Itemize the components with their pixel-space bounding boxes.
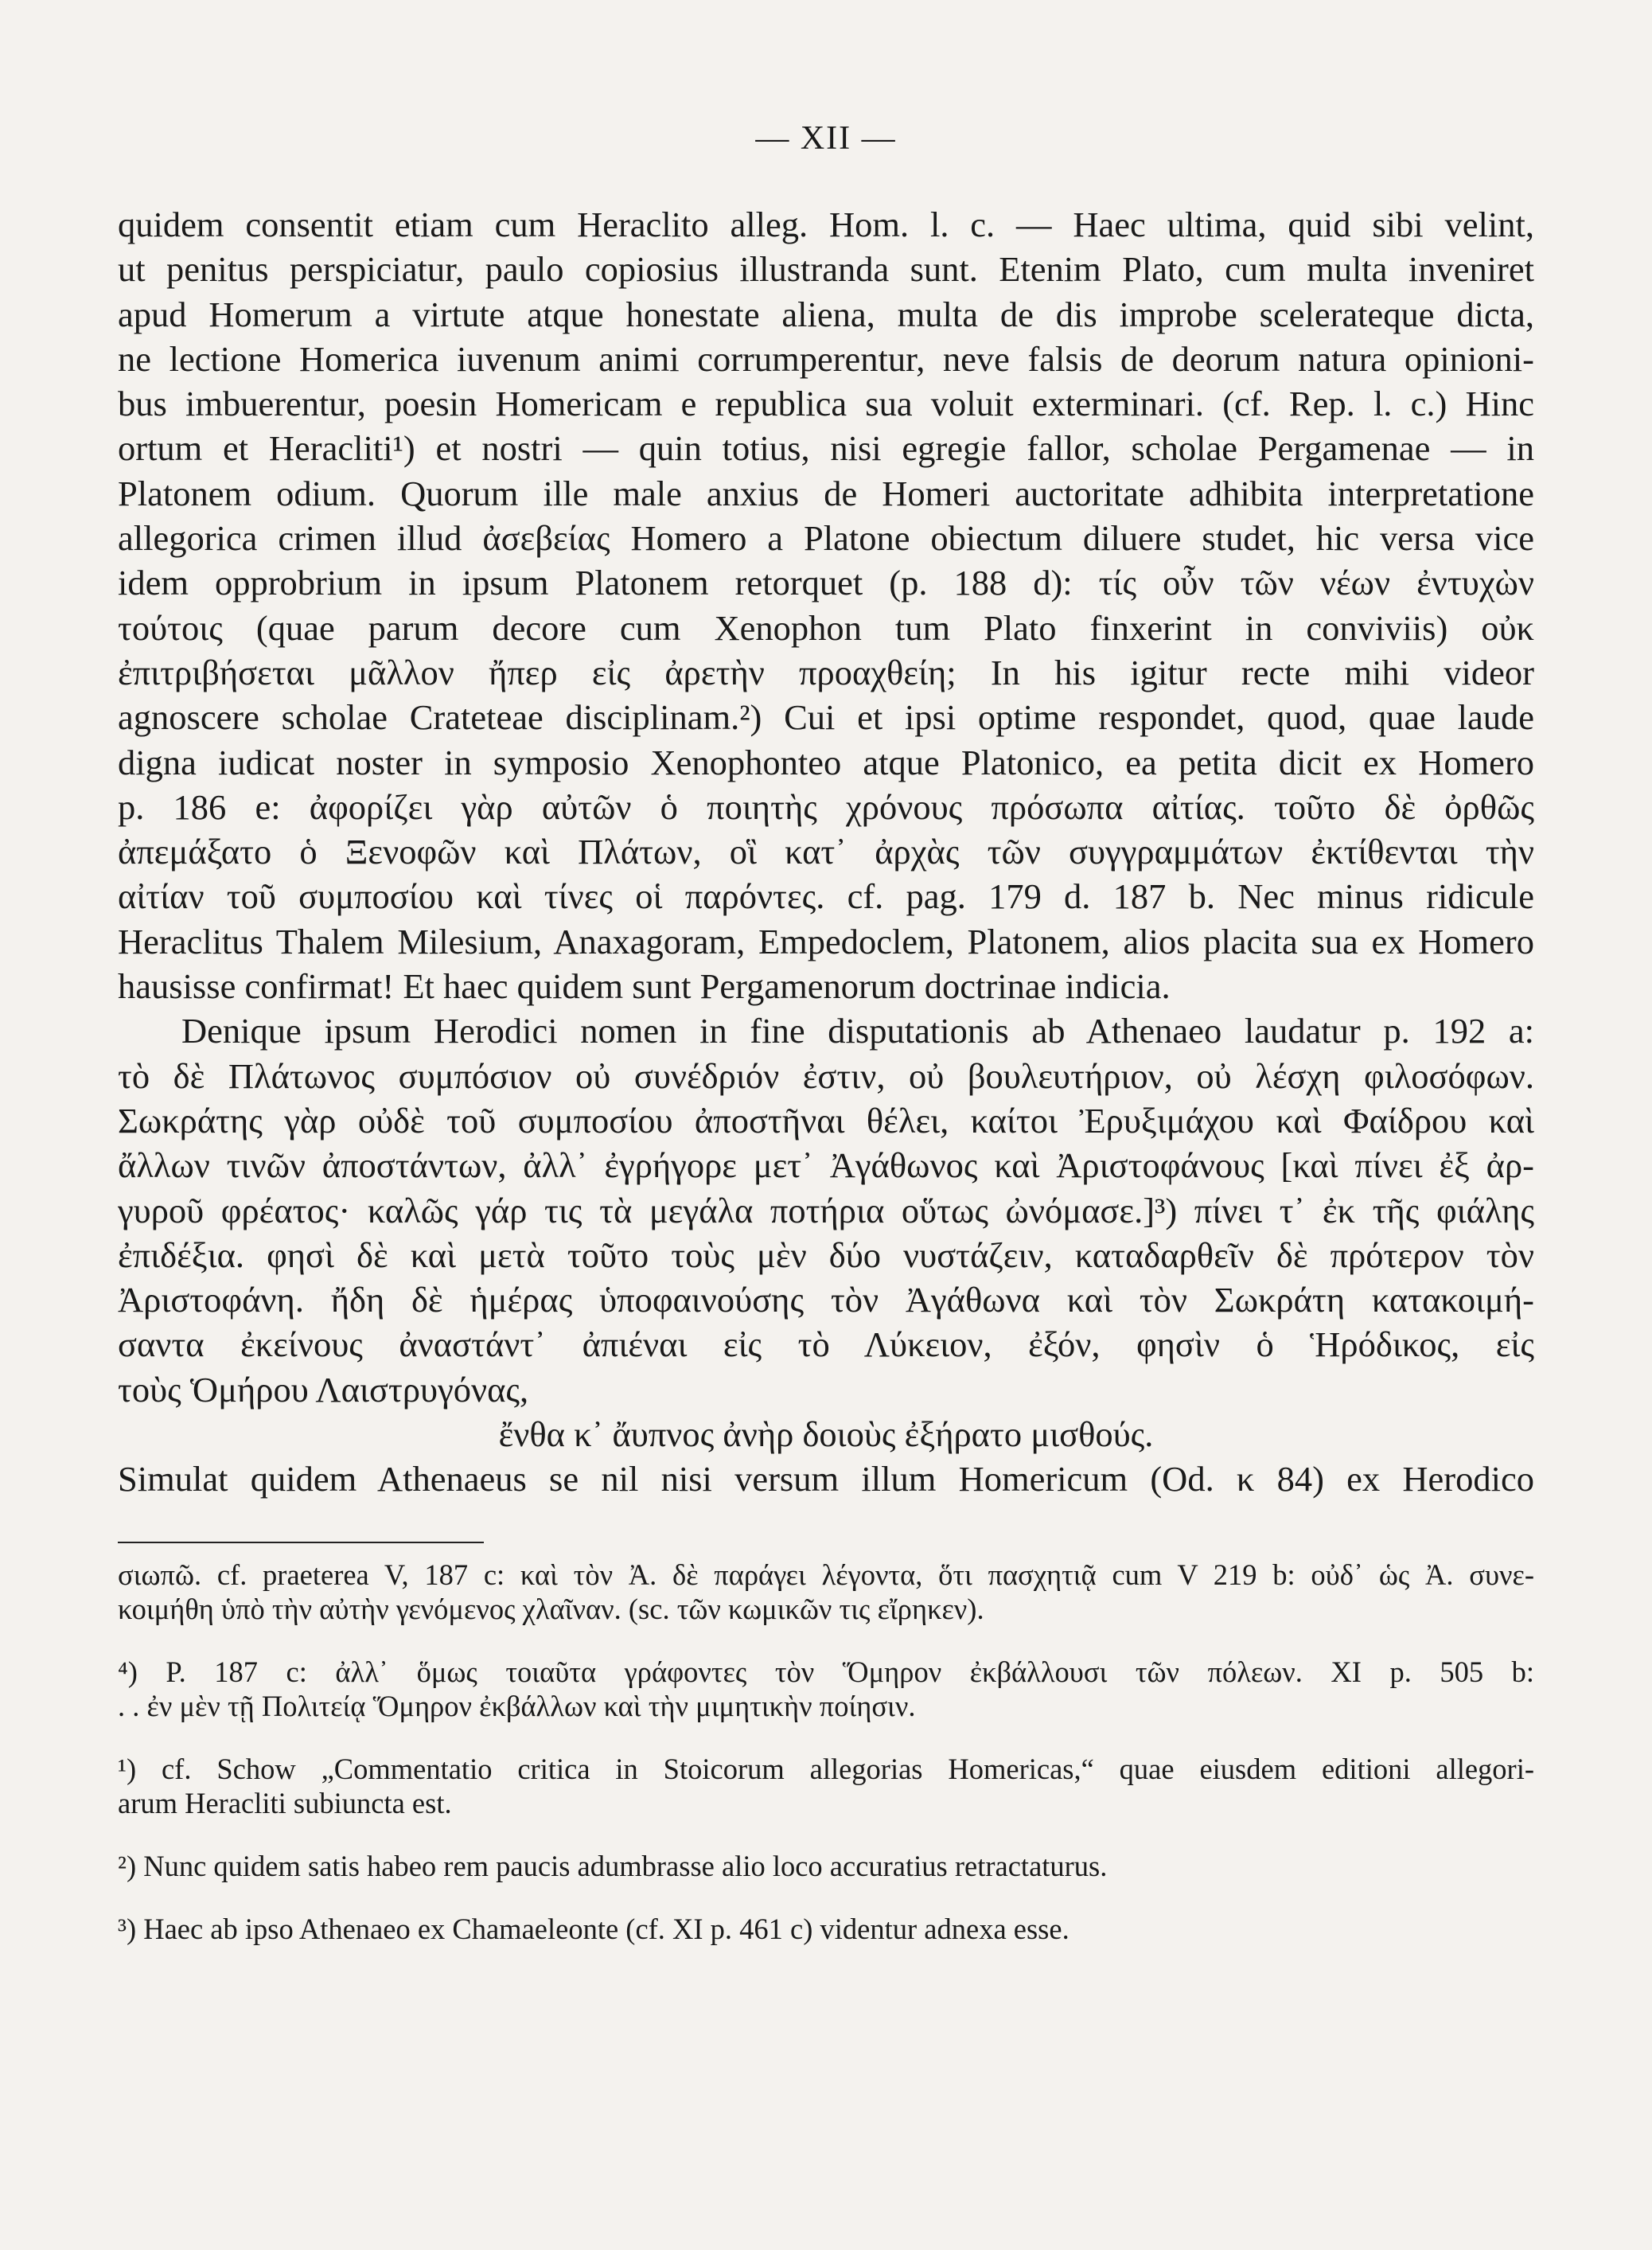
text-line: ἀπεμάξατο ὁ Ξενοφῶν καὶ Πλάτων, οἳ κατ᾽ ἀρχὰς τῶν συγγραμμάτων ἐκτίθενται τὴν (118, 832, 1534, 872)
text-line: τοὺς Ὁμήρου Λαιστρυγόνας, (118, 1369, 529, 1410)
text-line: Ἀριστοφάνη. ἤδη δὲ ἡμέρας ὑποφαινούσης τὸν Ἀγάθωνα καὶ τὸν Σωκράτη κατακοιμή- (118, 1280, 1534, 1320)
text-line: Σωκράτης γὰρ οὐδὲ τοῦ συμποσίου ἀποστῆναι θέλει, καίτοι Ἐρυξιμάχου καὶ Φαίδρου καὶ (118, 1100, 1534, 1141)
footnote-line: σιωπῶ. cf. praeterea V, 187 c: καὶ τὸν Ἀ. δὲ παράγει λέγοντα, ὅτι πασχητιᾷ cum V 219 b: οὐδ᾽ ὡς Ἀ. συνε- (118, 1558, 1534, 1591)
text-line: allegorica crimen illud ἀσεβείας Homero a Platone obiectum diluere studet, hic versa vice (118, 518, 1534, 559)
footnote-line: ³) Haec ab ipso Athenaeo ex Chamaeleonte (cf. XI p. 461 c) videntur adnexa esse. (118, 1912, 1070, 1945)
footnotes (118, 1558, 1534, 1946)
text-line: ortum et Heracliti¹) et nostri — quin totius, nisi egregie fallor, scholae Pergamenae — in (118, 428, 1534, 469)
text-line: agnoscere scholae Crateteae disciplinam.²) Cui et ipsi optime respondet, quod, quae laude (118, 697, 1534, 738)
text-line: Heraclitus Thalem Milesium, Anaxagoram, Empedoclem, Platonem, alios placita sua ex Homero (118, 921, 1534, 961)
text-line: quidem consentit etiam cum Heraclito alleg. Hom. l. c. — Haec ultima, quid sibi velint, (118, 205, 1534, 244)
text-line: Simulat quidem Athenaeus se nil nisi versum illum Homericum (Od. κ 84) ex Herodico (118, 1459, 1534, 1499)
footnote-line: ²) Nunc quidem satis habeo rem paucis adumbrasse alio loco accuratius retractaturus. (118, 1849, 1108, 1882)
main-text (118, 202, 1534, 1502)
page-header: — XII — (755, 120, 897, 157)
text-line: bus imbuerentur, poesin Homericam e republica sua voluit exterminari. (cf. Rep. l. c.) Hinc (118, 384, 1534, 424)
footnote-line: . . ἐν μὲν τῇ Πολιτείᾳ Ὅμηρον ἐκβάλλων καὶ τὴν μιμητικὴν ποίησιν. (118, 1689, 916, 1722)
text-line: apud Homerum a virtute atque honestate aliena, multa de dis improbe scelerateque dicta, (118, 294, 1534, 334)
text-line: ἄλλων τινῶν ἀποστάντων, ἀλλ᾽ ἐγρήγορε μετ᾽ Ἀγάθωνος καὶ Ἀριστοφάνους [καὶ πίνει ἐξ ἀρ- (118, 1145, 1534, 1186)
text-line: αἰτίαν τοῦ συμποσίου καὶ τίνες οἱ παρόντες. cf. pag. 179 d. 187 b. Nec minus ridicule (118, 876, 1534, 917)
footnote-line: arum Heracliti subiuncta est. (118, 1786, 452, 1819)
text-line: σαντα ἐκείνους ἀναστάντ᾽ ἀπιέναι εἰς τὸ Λύκειον, ἐξόν, φησὶν ὁ Ἡρόδικος, εἰς (118, 1324, 1534, 1365)
text-line: τὸ δὲ Πλάτωνος συμπόσιον οὐ συνέδριόν ἐστιν, οὐ βουλευτήριον, οὐ λέσχη φιλοσόφων. (118, 1055, 1534, 1096)
text-line: hausisse confirmat! Et haec quidem sunt Pergamenorum doctrinae indicia. (118, 966, 1171, 1007)
footnote-line: κοιμήθη ὑπὸ τὴν αὐτὴν γενόμενος χλαῖναν. (sc. τῶν κωμικῶν τις εἴρηκεν). (118, 1592, 984, 1625)
text-line: ἐπιτριβήσεται μᾶλλον ἤπερ εἰς ἀρετὴν προαχθείη; In his igitur recte mihi videor (118, 652, 1534, 692)
text-line: Denique ipsum Herodici nomen in fine disputationis ab Athenaeo laudatur p. 192 a: (181, 1011, 1534, 1051)
footnote-rule (118, 1542, 484, 1543)
text-line: τούτοις (quae parum decore cum Xenophon tum Plato finxerint in conviviis) οὐκ (118, 607, 1534, 648)
footnote-line: ¹) cf. Schow „Commentatio critica in Stoicorum allegorias Homericas,“ quae eiusdem editioni allegori- (118, 1752, 1534, 1785)
text-line: ut penitus perspiciatur, paulo copiosius illustranda sunt. Etenim Plato, cum multa inveniret (118, 249, 1534, 290)
verse-line: ἔνθα κ᾽ ἄυπνος ἀνὴρ δοιοὺς ἐξήρατο μισθούς. (498, 1414, 1154, 1455)
text-line: Platonem odium. Quorum ille male anxius de Homeri auctoritate adhibita interpretatione (118, 473, 1534, 513)
text-line: p. 186 e: ἀφορίζει γὰρ αὐτῶν ὁ ποιητὴς χρόνους πρόσωπα αἰτίας. τοῦτο δὲ ὀρθῶς (118, 786, 1534, 827)
text-line: ne lectione Homerica iuvenum animi corrumperentur, neve falsis de deorum natura opinioni- (118, 338, 1534, 379)
text-line: ἐπιδέξια. φησὶ δὲ καὶ μετὰ τοῦτο τοὺς μὲν δύο νυστάζειν, καταδαρθεῖν δὲ πρότερον τὸν (118, 1234, 1534, 1275)
footnote-line: ⁴) P. 187 c: ἀλλ᾽ ὅμως τοιαῦτα γράφοντες τὸν Ὅμηρον ἐκβάλλουσι τῶν πόλεων. XI p. 505 b: (118, 1655, 1534, 1688)
text-line: idem opprobrium in ipsum Platonem retorquet (p. 188 d): τίς οὖν τῶν νέων ἐντυχὼν (118, 563, 1534, 603)
text-line: digna iudicat noster in symposio Xenophonteo atque Platonico, ea petita dicit ex Homero (118, 742, 1534, 782)
document-page (118, 119, 1534, 1946)
text-line: γυροῦ φρέατος· καλῶς γάρ τις τὰ μεγάλα ποτήρια οὕτως ὠνόμασε.]³) πίνει τ᾽ ἐκ τῆς φιάλης (118, 1190, 1534, 1230)
